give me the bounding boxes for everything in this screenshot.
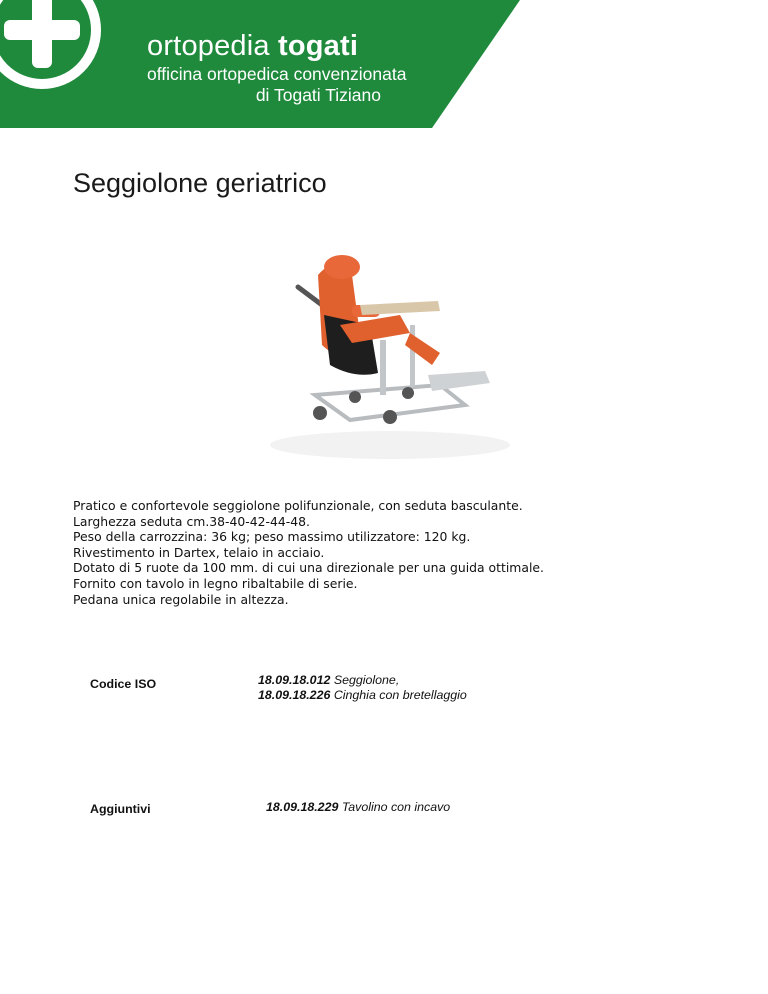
iso-text: Seggiolone, <box>333 673 400 687</box>
product-description <box>73 498 544 607</box>
geriatric-chair-image <box>260 245 520 470</box>
green-cross-icon <box>0 0 102 90</box>
contact-registry: Reg. Imprese di Bari n. TGTTZN75R15E038E / REA n. BA-433439 <box>463 89 748 101</box>
contact-info <box>464 38 748 112</box>
description-line: Fornito con tavolo in legno ribaltabile di serie. <box>73 575 358 591</box>
extras-item <box>266 800 450 815</box>
brand-block <box>147 30 406 106</box>
description-line: Peso della carrozzina: 36 kg; peso massimo utilizzatore: 120 kg. <box>73 529 471 545</box>
brand-subtitle: officina ortopedica convenzionata <box>147 64 407 84</box>
iso-text: Cinghia con bretellaggio <box>333 688 467 702</box>
contact-vat: P.IVA 05669500729 / C.F. TGTTZN75R15E038E <box>542 77 748 89</box>
contact-email-web: Email: ortopediatogati@libero.it / Web: www.ortopediatogati.it <box>487 60 748 72</box>
extras-label: Aggiuntivi <box>90 802 151 816</box>
description-line: Rivestimento in Dartex, telaio in acciaio. <box>73 544 325 560</box>
page-title: Seggiolone geriatrico <box>73 168 327 198</box>
extras-code: 18.09.18.229 <box>266 800 339 814</box>
brand-owner: di Togati Tiziano <box>255 85 381 105</box>
contact-phone: Servizio Clienti [Tel.-Fax]: 080 405 46 48 <box>575 49 748 61</box>
header-banner <box>0 0 768 128</box>
iso-item <box>258 673 467 688</box>
extras-text: Tavolino con incavo <box>341 800 451 814</box>
iso-code: 18.09.18.012 <box>258 673 331 687</box>
iso-codes <box>258 673 467 703</box>
description-line: Larghezza seduta cm.38-40-42-44-48. <box>73 513 310 529</box>
iso-label: Codice ISO <box>90 677 157 691</box>
iso-item <box>258 688 467 703</box>
brand-name-bold: togati <box>278 30 359 62</box>
brand-name <box>147 30 406 62</box>
contact-address: Via Napoleone Bonaparte,82 / 70017 Putignano (Ba) <box>523 38 748 49</box>
iso-code: 18.09.18.226 <box>258 688 331 702</box>
extras-codes <box>266 800 450 815</box>
description-line: Dotato di 5 ruote da 100 mm. di cui una direzionale per una guida ottimale. <box>73 560 544 576</box>
brand-name-light: ortopedia <box>147 30 270 62</box>
contact-ministry: Cod. Min. San. ITCA01024382 <box>617 100 748 112</box>
description-line: Pedana unica regolabile in altezza. <box>73 591 289 607</box>
description-line: Pratico e confortevole seggiolone polifunzionale, con seduta basculante. <box>73 498 523 513</box>
